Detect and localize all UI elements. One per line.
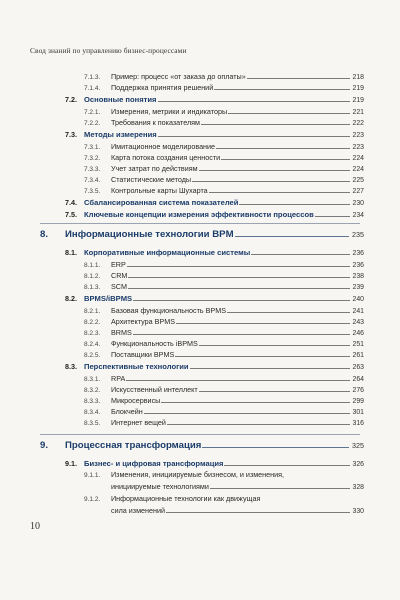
toc-title: Бизнес- и цифровая трансформация — [84, 459, 224, 468]
toc-page: 236 — [352, 250, 364, 257]
toc-number: 8. — [40, 229, 49, 240]
toc-title: Информационные технологии BPM — [65, 229, 234, 240]
toc-leader-line — [133, 326, 350, 335]
toc-title: Процессная трансформация — [65, 440, 202, 451]
toc-page: 230 — [352, 200, 364, 207]
toc-page: 264 — [352, 376, 364, 383]
toc-row-continuation[interactable] — [111, 504, 364, 515]
toc-row-continuation[interactable] — [111, 480, 364, 491]
toc-leader-line — [209, 184, 350, 193]
toc-page: 263 — [352, 364, 364, 371]
toc-leader-line — [251, 246, 349, 255]
toc-page: 235 — [352, 230, 364, 239]
toc-page: 261 — [352, 352, 364, 359]
toc-row[interactable] — [65, 196, 364, 207]
toc-page: 224 — [352, 155, 364, 162]
toc-title: Блокчейн — [111, 407, 143, 416]
toc-leader-line — [158, 93, 350, 102]
toc-title: BPMS/iBPMS — [84, 294, 133, 303]
toc-number: 8.3.5. — [84, 420, 101, 427]
toc-leader-line — [167, 416, 350, 425]
toc-row[interactable] — [84, 315, 364, 326]
toc-number: 8.2.1. — [84, 308, 101, 315]
toc-leader-line — [128, 280, 350, 289]
toc-row[interactable] — [65, 128, 364, 139]
toc-page: 221 — [352, 109, 364, 116]
toc-title-continued: инициируемые технологиями — [111, 482, 209, 491]
toc-number: 8.3. — [65, 362, 77, 371]
toc-row[interactable] — [84, 116, 364, 127]
toc-row[interactable] — [65, 208, 364, 219]
toc-page: 330 — [352, 508, 364, 515]
toc-title: Поставщики BPMS — [111, 350, 175, 359]
toc-leader-line — [175, 348, 349, 357]
toc-row[interactable] — [84, 269, 364, 280]
toc-leader-line — [227, 304, 349, 313]
toc-leader-line — [199, 337, 350, 346]
toc-number: 7.3. — [65, 130, 77, 139]
toc-row[interactable] — [84, 337, 364, 348]
toc-number: 8.1.2. — [84, 273, 101, 280]
toc-row[interactable] — [84, 493, 364, 504]
toc-title: Изменения, инициируемые бизнесом, и изменения, — [111, 470, 285, 479]
toc-row[interactable] — [84, 348, 364, 359]
toc-title: RPA — [111, 374, 126, 383]
toc-leader-line — [127, 258, 350, 267]
toc-page: 299 — [352, 398, 364, 405]
toc-page: 223 — [352, 144, 364, 151]
toc-leader-line — [176, 315, 350, 324]
toc-page: 225 — [352, 177, 364, 184]
toc-page: 218 — [352, 74, 364, 81]
toc-number: 8.1.1. — [84, 262, 101, 269]
toc-page: 301 — [352, 409, 364, 416]
toc-number: 7.3.2. — [84, 155, 101, 162]
toc-title: Ключевые концепции измерения эффективности процессов — [84, 210, 314, 219]
toc-number: 8.1.3. — [84, 284, 101, 291]
toc-page: 328 — [352, 484, 364, 491]
toc-number: 9.1.2. — [84, 496, 101, 503]
toc-row[interactable] — [84, 184, 364, 195]
toc-leader-line — [239, 196, 349, 205]
toc-number: 7.1.4. — [84, 85, 101, 92]
toc-leader-line — [216, 140, 349, 149]
toc-number: 8.3.2. — [84, 387, 101, 394]
toc-title: Архитектура BPMS — [111, 317, 175, 326]
toc-number: 8.3.3. — [84, 398, 101, 405]
toc-row[interactable] — [65, 457, 364, 468]
toc-row[interactable] — [84, 173, 364, 184]
toc-number: 9.1.1. — [84, 472, 101, 479]
toc-page: 236 — [352, 262, 364, 269]
toc-number: 7.2.1. — [84, 109, 101, 116]
toc-page: 222 — [352, 120, 364, 127]
toc-title: Измерения, метрики и индикаторы — [111, 107, 228, 116]
toc-row[interactable] — [84, 326, 364, 337]
toc-number: 7.1.3. — [84, 74, 101, 81]
toc-page: 239 — [352, 284, 364, 291]
toc-leader-line — [144, 405, 350, 414]
toc-leader-line — [214, 81, 349, 90]
toc-title: Микросервисы — [111, 396, 161, 405]
toc-number: 7.3.5. — [84, 188, 101, 195]
toc-number: 7.3.3. — [84, 166, 101, 173]
toc-number: 7.2.2. — [84, 120, 101, 127]
toc-title: Основные понятия — [84, 95, 157, 104]
toc-number: 8.2.2. — [84, 319, 101, 326]
toc-row[interactable] — [65, 292, 364, 303]
toc-leader-line — [315, 208, 350, 217]
toc-row[interactable] — [84, 469, 364, 480]
toc-title: Контрольные карты Шухарта — [111, 186, 208, 195]
toc-leader-line — [128, 269, 349, 278]
toc-number: 8.3.1. — [84, 376, 101, 383]
toc-leader-line — [228, 105, 349, 114]
page-number: 10 — [30, 521, 40, 532]
toc-row[interactable] — [84, 162, 364, 173]
toc-row[interactable] — [84, 258, 364, 269]
toc-row[interactable] — [84, 394, 364, 405]
toc-page: 241 — [352, 308, 364, 315]
toc-leader-line — [161, 394, 349, 403]
toc-page: 238 — [352, 273, 364, 280]
toc-leader-line — [190, 360, 350, 369]
toc-page: 223 — [352, 132, 364, 139]
toc-title-continued: сила изменений — [111, 506, 166, 515]
toc-row[interactable] — [84, 81, 364, 92]
toc-row[interactable] — [65, 246, 364, 257]
toc-number: 8.2. — [65, 294, 77, 303]
toc-title: Пример: процесс «от заказа до оплаты» — [111, 72, 246, 81]
toc-leader-line — [247, 70, 350, 79]
toc-page: 240 — [352, 296, 364, 303]
toc-title: Требования к показателям — [111, 118, 201, 127]
toc-number: 8.3.4. — [84, 409, 101, 416]
toc-title: Методы измерения — [84, 130, 157, 139]
toc-page: 316 — [352, 420, 364, 427]
toc-number: 8.2.3. — [84, 330, 101, 337]
toc-leader-line — [126, 372, 349, 381]
toc-page: 219 — [352, 85, 364, 92]
toc-leader-line — [224, 457, 349, 466]
toc-title: Корпоративные информационные системы — [84, 248, 251, 257]
toc-leader-line — [235, 228, 349, 237]
toc-page: 227 — [352, 188, 364, 195]
toc-page: 246 — [352, 330, 364, 337]
toc-row[interactable] — [84, 140, 364, 151]
toc-title: Имитационное моделирование — [111, 142, 216, 151]
toc-row[interactable] — [65, 360, 364, 371]
toc-row[interactable] — [84, 383, 364, 394]
toc-page: 234 — [352, 212, 364, 219]
toc-title: BRMS — [111, 328, 132, 337]
toc-number: 8.2.4. — [84, 341, 101, 348]
toc-number: 8.1. — [65, 248, 77, 257]
toc-row[interactable] — [84, 280, 364, 291]
toc-number: 7.2. — [65, 95, 77, 104]
toc-number: 7.3.4. — [84, 177, 101, 184]
toc-number: 9. — [40, 440, 49, 451]
toc-row[interactable] — [65, 93, 364, 104]
toc-leader-line — [166, 504, 349, 513]
toc-number: 9.1. — [65, 459, 77, 468]
toc-row[interactable] — [84, 372, 364, 383]
toc-title: Базовая функциональность BPMS — [111, 306, 227, 315]
toc-title: ERP — [111, 260, 126, 269]
running-header: Свод знаний по управлению бизнес-процессами — [30, 46, 187, 55]
toc-title: Искусственный интеллект — [111, 385, 198, 394]
toc-number: 7.4. — [65, 198, 77, 207]
toc-leader-line — [199, 162, 350, 171]
toc-leader-line — [133, 292, 349, 301]
toc-title: Перспективные технологии — [84, 362, 189, 371]
toc-chapter-row[interactable] — [40, 228, 364, 242]
toc-title: CRM — [111, 271, 128, 280]
toc-page: 325 — [352, 441, 364, 450]
section-separator — [40, 223, 360, 224]
toc-title: Учет затрат по действиям — [111, 164, 198, 173]
toc-number: 7.3.1. — [84, 144, 101, 151]
toc-title: Интернет вещей — [111, 418, 166, 427]
section-separator — [40, 434, 360, 435]
toc-leader-line — [192, 173, 349, 182]
toc-page: 251 — [352, 341, 364, 348]
toc-page: 243 — [352, 319, 364, 326]
toc-page: 219 — [352, 97, 364, 104]
toc-page: 326 — [352, 461, 364, 468]
toc-title: Поддержка принятия решений — [111, 83, 214, 92]
toc-title: Карта потока создания ценности — [111, 153, 221, 162]
toc-leader-line — [221, 151, 349, 160]
toc-title: Информационные технологии как движущая — [111, 494, 261, 503]
toc-page: 276 — [352, 387, 364, 394]
toc-leader-line — [210, 480, 350, 489]
toc-title: SCM — [111, 282, 127, 291]
toc-leader-line — [158, 128, 350, 137]
toc-page: 224 — [352, 166, 364, 173]
toc-row[interactable] — [84, 405, 364, 416]
toc-leader-line — [201, 116, 349, 125]
toc-number: 8.2.5. — [84, 352, 101, 359]
toc-row[interactable] — [84, 70, 364, 81]
toc-row[interactable] — [84, 304, 364, 315]
toc-title: Функциональность iBPMS — [111, 339, 198, 348]
toc-row[interactable] — [84, 151, 364, 162]
toc-chapter-row[interactable] — [40, 439, 364, 453]
toc-row[interactable] — [84, 105, 364, 116]
toc-leader-line — [202, 439, 349, 448]
toc-leader-line — [199, 383, 350, 392]
toc-title: Сбалансированная система показателей — [84, 198, 239, 207]
toc-title: Статистические методы — [111, 175, 192, 184]
toc-number: 7.5. — [65, 210, 77, 219]
toc-row[interactable] — [84, 416, 364, 427]
